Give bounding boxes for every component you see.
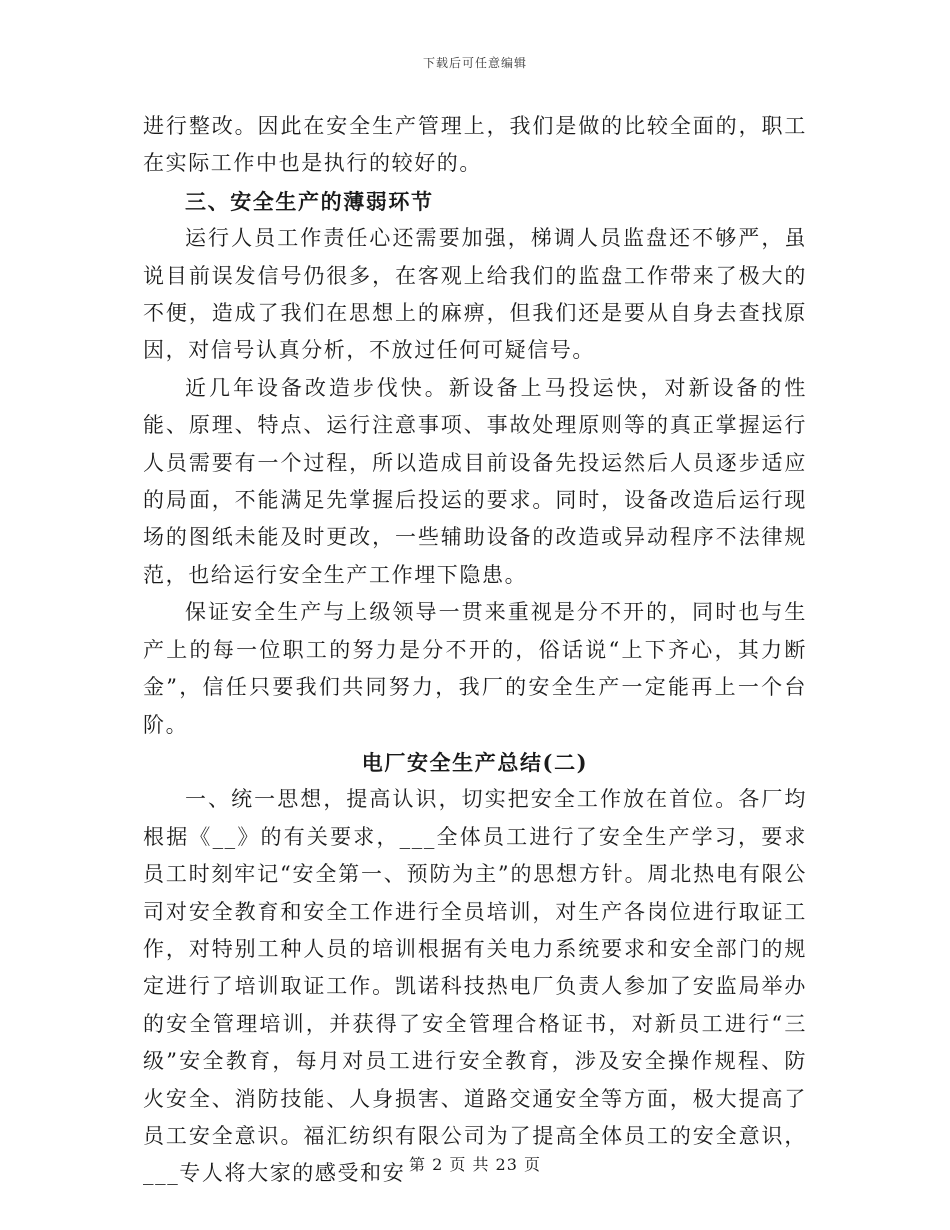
paragraph-leadership-effort: 保证安全生产与上级领导一贯来重视是分不开的，同时也与生产上的每一位职工的努力是分不开的，俗话说“上下齐心，其力断金”，信任只要我们共同努力，我厂的安全生产一定能再上一个台阶。 (143, 600, 807, 737)
paragraph-equipment-upgrade: 近几年设备改造步伐快。新设备上马投运快，对新设备的性能、原理、特点、运行注意事项、事故处理原则等的真正掌握运行人员需要有一个过程，所以造成目前设备先投运然后人员逐步适应的局面，不能满足先掌握后投运的要求。同时，设备改造后运行现场的图纸未能及时更改，一些辅助设备的改造或异动程序不法律规范，也给运行安全生产工作埋下隐患。 (143, 375, 807, 587)
document-title-part-two: 电厂安全生产总结(二) (361, 749, 589, 775)
document-body (143, 108, 807, 1193)
page-header-note: 下载后可任意编辑 (422, 56, 527, 70)
paragraph-operators-responsibility: 运行人员工作责任心还需要加强，梯调人员监盘还不够严，虽说目前误发信号仍很多，在客观上给我们的监盘工作带来了极大的不便，造成了我们在思想上的麻痹，但我们还是要从自身去查找原因，对信号认真分析，不放过任何可疑信号。 (143, 226, 807, 363)
paragraph-unify-thinking: 一、统一思想，提高认识，切实把安全工作放在首位。各厂均根据《__》的有关要求，___全体员工进行了安全生产学习，要求员工时刻牢记“安全第一、预防为主”的思想方针。周北热电有限公司对安全教育和安全工作进行全员培训，对生产各岗位进行取证工作，对特别工种人员的培训根据有关电力系统要求和安全部门的规定进行了培训取证工作。凯诺科技热电厂负责人参加了安监局举办的安全管理培训，并获得了安全管理合格证书，对新员工进行“三级”安全教育，每月对员工进行安全教育，涉及安全操作规程、防火安全、消防技能、人身损害、道路交通安全等方面，极大提高了员工安全意识。福汇纺织有限公司为了提高全体员工的安全意识，___专人将大家的感受和安 (143, 787, 807, 1186)
paragraph-continuation: 进行整改。因此在安全生产管理上，我们是做的比较全面的，职工在实际工作中也是执行的较好的。 (143, 114, 807, 176)
page-number-footer: 第 2 页 共 23 页 (409, 1155, 541, 1174)
section-heading-weak-links: 三、安全生产的薄弱环节 (185, 188, 434, 214)
